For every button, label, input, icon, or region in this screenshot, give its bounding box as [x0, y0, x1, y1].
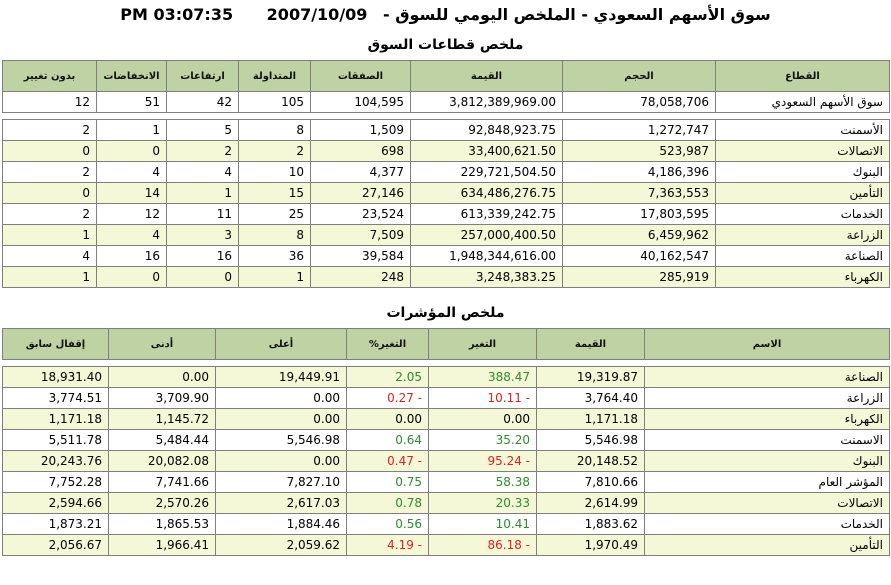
sector-name-cell: البنوك: [716, 162, 890, 183]
sector-name-cell: سوق الأسهم السعودي: [716, 92, 890, 113]
indices-table-body: [3, 360, 890, 556]
advances-cell: 42: [167, 92, 239, 113]
prev-close-cell: 18,931.40: [3, 367, 109, 388]
report-time: PM 03:07:35: [120, 5, 234, 24]
change-cell: 58.38: [429, 472, 537, 493]
volume-cell: 4,186,396: [563, 162, 716, 183]
sector-name-cell: الكهرباء: [716, 267, 890, 288]
deals-cell: 698: [311, 141, 411, 162]
col-header-change: التغير: [429, 329, 537, 360]
table-row: [3, 183, 890, 204]
pct-change-cell: 0.78: [347, 493, 429, 514]
deals-cell: 1,509: [311, 120, 411, 141]
table-row: [3, 451, 890, 472]
table-row: [3, 472, 890, 493]
col-header-unchanged: بدون تغيير: [3, 61, 97, 92]
change-cell: 0.00: [429, 409, 537, 430]
table-row: [3, 367, 890, 388]
deals-cell: 104,595: [311, 92, 411, 113]
indices-section-title: ملخص المؤشرات: [386, 305, 505, 321]
value-cell: 229,721,504.50: [411, 162, 563, 183]
low-cell: 20,082.08: [109, 451, 216, 472]
traded-cell: 8: [239, 120, 311, 141]
table-row: [3, 388, 890, 409]
high-cell: 0.00: [216, 451, 347, 472]
low-cell: 1,966.41: [109, 535, 216, 556]
unchanged-cell: 4: [3, 246, 97, 267]
value-cell: 3,248,383.25: [411, 267, 563, 288]
volume-cell: 40,162,547: [563, 246, 716, 267]
index-value-cell: 2,614.99: [537, 493, 645, 514]
unchanged-cell: 1: [3, 225, 97, 246]
low-cell: 7,741.66: [109, 472, 216, 493]
sectors-header-row: [3, 61, 890, 92]
low-cell: 3,709.90: [109, 388, 216, 409]
index-name-cell: الزراعة: [645, 388, 890, 409]
sector-name-cell: الزراعة: [716, 225, 890, 246]
deals-cell: 39,584: [311, 246, 411, 267]
traded-cell: 15: [239, 183, 311, 204]
table-row: [3, 514, 890, 535]
declines-cell: 51: [97, 92, 167, 113]
pct-change-cell: 0.56: [347, 514, 429, 535]
advances-cell: 11: [167, 204, 239, 225]
col-header-sector: القطاع: [716, 61, 890, 92]
sector-name-cell: التأمين: [716, 183, 890, 204]
index-value-cell: 5,546.98: [537, 430, 645, 451]
prev-close-cell: 5,511.78: [3, 430, 109, 451]
high-cell: 0.00: [216, 388, 347, 409]
col-header-volume: الحجم: [563, 61, 716, 92]
advances-cell: 0: [167, 267, 239, 288]
index-name-cell: الكهرباء: [645, 409, 890, 430]
volume-cell: 7,363,553: [563, 183, 716, 204]
table-row: [3, 246, 890, 267]
traded-cell: 10: [239, 162, 311, 183]
sector-name-cell: الصناعة: [716, 246, 890, 267]
prev-close-cell: 7,752.28: [3, 472, 109, 493]
volume-cell: 285,919: [563, 267, 716, 288]
spacer-cell: [3, 360, 890, 367]
unchanged-cell: 1: [3, 267, 97, 288]
high-cell: 0.00: [216, 409, 347, 430]
sectors-table: [2, 60, 890, 288]
pct-change-cell: 0.47 -: [347, 451, 429, 472]
declines-cell: 14: [97, 183, 167, 204]
value-cell: 613,339,242.75: [411, 204, 563, 225]
low-cell: 1,865.53: [109, 514, 216, 535]
high-cell: 19,449.91: [216, 367, 347, 388]
index-name-cell: الاسمنت: [645, 430, 890, 451]
col-header-declines: الانخفاضات: [97, 61, 167, 92]
pct-change-cell: 0.00: [347, 409, 429, 430]
unchanged-cell: 2: [3, 204, 97, 225]
col-header-deals: الصفقات: [311, 61, 411, 92]
advances-cell: 1: [167, 183, 239, 204]
pct-change-cell: 0.75: [347, 472, 429, 493]
value-cell: 634,486,276.75: [411, 183, 563, 204]
table-row: [3, 493, 890, 514]
indices-table: [2, 328, 890, 556]
pct-change-cell: 0.27 -: [347, 388, 429, 409]
advances-cell: 16: [167, 246, 239, 267]
spacer-cell: [3, 113, 890, 120]
unchanged-cell: 0: [3, 183, 97, 204]
high-cell: 2,617.03: [216, 493, 347, 514]
change-cell: 10.11 -: [429, 388, 537, 409]
table-row: [3, 204, 890, 225]
high-cell: 1,884.46: [216, 514, 347, 535]
table-row: [3, 409, 890, 430]
sector-name-cell: الأسمنت: [716, 120, 890, 141]
pct-change-cell: 2.05: [347, 367, 429, 388]
table-row: [3, 141, 890, 162]
deals-cell: 27,146: [311, 183, 411, 204]
low-cell: 1,145.72: [109, 409, 216, 430]
prev-close-cell: 2,056.67: [3, 535, 109, 556]
high-cell: 2,059.62: [216, 535, 347, 556]
col-header-traded: المتداولة: [239, 61, 311, 92]
low-cell: 5,484.44: [109, 430, 216, 451]
traded-cell: 2: [239, 141, 311, 162]
change-cell: 20.33: [429, 493, 537, 514]
col-header-index-name: الاسم: [645, 329, 890, 360]
prev-close-cell: 2,594.66: [3, 493, 109, 514]
prev-close-cell: 1,171.18: [3, 409, 109, 430]
change-cell: 86.18 -: [429, 535, 537, 556]
index-name-cell: المؤشر العام: [645, 472, 890, 493]
table-row: [3, 267, 890, 288]
index-value-cell: 19,319.87: [537, 367, 645, 388]
deals-cell: 4,377: [311, 162, 411, 183]
table-spacer: [3, 113, 890, 120]
change-cell: 35.20: [429, 430, 537, 451]
index-value-cell: 7,810.66: [537, 472, 645, 493]
value-cell: 257,000,400.50: [411, 225, 563, 246]
declines-cell: 4: [97, 225, 167, 246]
table-row: [3, 92, 890, 113]
index-value-cell: 20,148.52: [537, 451, 645, 472]
declines-cell: 0: [97, 141, 167, 162]
value-cell: 33,400,621.50: [411, 141, 563, 162]
index-name-cell: التأمين: [645, 535, 890, 556]
table-row: [3, 225, 890, 246]
table-row: [3, 120, 890, 141]
prev-close-cell: 1,873.21: [3, 514, 109, 535]
page-title-text: سوق الأسهم السعودي - الملخص اليومي للسوق -: [383, 5, 771, 24]
volume-cell: 78,058,706: [563, 92, 716, 113]
volume-cell: 1,272,747: [563, 120, 716, 141]
col-header-pct-change: %التغير: [347, 329, 429, 360]
col-header-value: القيمة: [411, 61, 563, 92]
index-value-cell: 1,970.49: [537, 535, 645, 556]
table-row: [3, 162, 890, 183]
traded-cell: 8: [239, 225, 311, 246]
deals-cell: 23,524: [311, 204, 411, 225]
traded-cell: 105: [239, 92, 311, 113]
traded-cell: 36: [239, 246, 311, 267]
unchanged-cell: 2: [3, 120, 97, 141]
indices-header-row: [3, 329, 890, 360]
prev-close-cell: 20,243.76: [3, 451, 109, 472]
advances-cell: 4: [167, 162, 239, 183]
index-value-cell: 1,883.62: [537, 514, 645, 535]
value-cell: 1,948,344,616.00: [411, 246, 563, 267]
table-row: [3, 430, 890, 451]
table-row: [3, 535, 890, 556]
declines-cell: 1: [97, 120, 167, 141]
index-name-cell: البنوك: [645, 451, 890, 472]
unchanged-cell: 2: [3, 162, 97, 183]
high-cell: 5,546.98: [216, 430, 347, 451]
prev-close-cell: 3,774.51: [3, 388, 109, 409]
declines-cell: 4: [97, 162, 167, 183]
value-cell: 3,812,389,969.00: [411, 92, 563, 113]
change-cell: 388.47: [429, 367, 537, 388]
index-value-cell: 3,764.40: [537, 388, 645, 409]
col-header-prev-close: إقفال سابق: [3, 329, 109, 360]
traded-cell: 1: [239, 267, 311, 288]
report-date: 2007/10/09: [266, 5, 368, 24]
value-cell: 92,848,923.75: [411, 120, 563, 141]
index-name-cell: الخدمات: [645, 514, 890, 535]
low-cell: 2,570.26: [109, 493, 216, 514]
declines-cell: 12: [97, 204, 167, 225]
sector-name-cell: الاتصالات: [716, 141, 890, 162]
volume-cell: 6,459,962: [563, 225, 716, 246]
page-title: [0, 0, 891, 30]
col-header-advances: ارتفاعات: [167, 61, 239, 92]
sectors-table-body: [3, 92, 890, 288]
advances-cell: 5: [167, 120, 239, 141]
col-header-index-value: القيمة: [537, 329, 645, 360]
change-cell: 10.41: [429, 514, 537, 535]
unchanged-cell: 12: [3, 92, 97, 113]
change-cell: 95.24 -: [429, 451, 537, 472]
volume-cell: 523,987: [563, 141, 716, 162]
deals-cell: 7,509: [311, 225, 411, 246]
traded-cell: 25: [239, 204, 311, 225]
sectors-section-title: ملخص قطاعات السوق: [367, 37, 524, 53]
table-spacer: [3, 360, 890, 367]
index-value-cell: 1,171.18: [537, 409, 645, 430]
high-cell: 7,827.10: [216, 472, 347, 493]
deals-cell: 248: [311, 267, 411, 288]
index-name-cell: الاتصالات: [645, 493, 890, 514]
advances-cell: 3: [167, 225, 239, 246]
low-cell: 0.00: [109, 367, 216, 388]
pct-change-cell: 4.19 -: [347, 535, 429, 556]
col-header-low: أدنى: [109, 329, 216, 360]
sector-name-cell: الخدمات: [716, 204, 890, 225]
unchanged-cell: 0: [3, 141, 97, 162]
advances-cell: 2: [167, 141, 239, 162]
declines-cell: 16: [97, 246, 167, 267]
volume-cell: 17,803,595: [563, 204, 716, 225]
col-header-high: أعلى: [216, 329, 347, 360]
declines-cell: 0: [97, 267, 167, 288]
index-name-cell: الصناعة: [645, 367, 890, 388]
pct-change-cell: 0.64: [347, 430, 429, 451]
